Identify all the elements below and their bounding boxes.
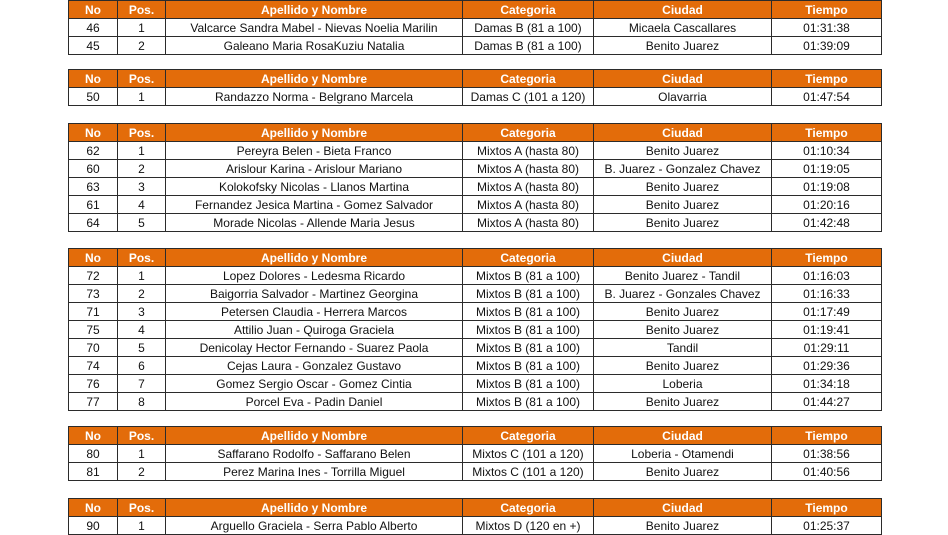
- header-city: Ciudad: [594, 499, 772, 517]
- header-pos: Pos.: [118, 427, 166, 445]
- table-row: [69, 214, 882, 232]
- cell-name: Denicolay Hector Fernando - Suarez Paola: [166, 339, 463, 357]
- cell-name: Randazzo Norma - Belgrano Marcela: [166, 88, 463, 106]
- cell-category: Mixtos A (hasta 80): [463, 142, 594, 160]
- results-table: [68, 248, 882, 411]
- header-no: No: [69, 1, 118, 19]
- results-table: [68, 426, 882, 481]
- cell-no: 71: [69, 303, 118, 321]
- header-pos: Pos.: [118, 70, 166, 88]
- cell-no: 62: [69, 142, 118, 160]
- cell-category: Mixtos A (hasta 80): [463, 196, 594, 214]
- cell-category: Mixtos B (81 a 100): [463, 357, 594, 375]
- cell-category: Mixtos A (hasta 80): [463, 160, 594, 178]
- cell-name: Saffarano Rodolfo - Saffarano Belen: [166, 445, 463, 463]
- cell-name: Arguello Graciela - Serra Pablo Alberto: [166, 517, 463, 535]
- cell-no: 60: [69, 160, 118, 178]
- table-row: [69, 37, 882, 55]
- cell-no: 76: [69, 375, 118, 393]
- cell-pos: 3: [118, 178, 166, 196]
- cell-category: Mixtos C (101 a 120): [463, 445, 594, 463]
- header-category: Categoria: [463, 499, 594, 517]
- header-no: No: [69, 70, 118, 88]
- cell-city: Benito Juarez: [594, 321, 772, 339]
- header-time: Tiempo: [772, 249, 882, 267]
- cell-name: Kolokofsky Nicolas - Llanos Martina: [166, 178, 463, 196]
- cell-pos: 1: [118, 267, 166, 285]
- table-row: [69, 196, 882, 214]
- header-no: No: [69, 427, 118, 445]
- header-time: Tiempo: [772, 70, 882, 88]
- header-pos: Pos.: [118, 499, 166, 517]
- table-row: [69, 393, 882, 411]
- cell-city: Loberia - Otamendi: [594, 445, 772, 463]
- header-city: Ciudad: [594, 70, 772, 88]
- header-city: Ciudad: [594, 427, 772, 445]
- cell-name: Morade Nicolas - Allende Maria Jesus: [166, 214, 463, 232]
- cell-name: Lopez Dolores - Ledesma Ricardo: [166, 267, 463, 285]
- cell-no: 90: [69, 517, 118, 535]
- cell-no: 81: [69, 463, 118, 481]
- cell-no: 72: [69, 267, 118, 285]
- cell-time: 01:42:48: [772, 214, 882, 232]
- cell-time: 01:34:18: [772, 375, 882, 393]
- cell-pos: 1: [118, 19, 166, 37]
- table-header-row: [69, 249, 882, 267]
- header-name: Apellido y Nombre: [166, 249, 463, 267]
- cell-city: Benito Juarez: [594, 393, 772, 411]
- cell-time: 01:44:27: [772, 393, 882, 411]
- results-table: [68, 498, 882, 535]
- cell-category: Mixtos C (101 a 120): [463, 463, 594, 481]
- cell-city: Benito Juarez: [594, 196, 772, 214]
- cell-category: Mixtos B (81 a 100): [463, 375, 594, 393]
- cell-pos: 1: [118, 142, 166, 160]
- cell-time: 01:39:09: [772, 37, 882, 55]
- header-category: Categoria: [463, 427, 594, 445]
- cell-name: Cejas Laura - Gonzalez Gustavo: [166, 357, 463, 375]
- cell-name: Arislour Karina - Arislour Mariano: [166, 160, 463, 178]
- cell-time: 01:29:36: [772, 357, 882, 375]
- table-row: [69, 142, 882, 160]
- cell-pos: 2: [118, 37, 166, 55]
- header-category: Categoria: [463, 249, 594, 267]
- table-row: [69, 463, 882, 481]
- header-name: Apellido y Nombre: [166, 70, 463, 88]
- header-time: Tiempo: [772, 499, 882, 517]
- cell-pos: 3: [118, 303, 166, 321]
- results-table: [68, 123, 882, 232]
- cell-category: Mixtos B (81 a 100): [463, 339, 594, 357]
- results-table: [68, 0, 882, 55]
- table-row: [69, 88, 882, 106]
- cell-name: Perez Marina Ines - Torrilla Miguel: [166, 463, 463, 481]
- cell-time: 01:19:05: [772, 160, 882, 178]
- cell-city: B. Juarez - Gonzalez Chavez: [594, 160, 772, 178]
- cell-no: 63: [69, 178, 118, 196]
- cell-time: 01:19:41: [772, 321, 882, 339]
- cell-city: Benito Juarez: [594, 303, 772, 321]
- cell-city: Benito Juarez: [594, 214, 772, 232]
- cell-pos: 4: [118, 321, 166, 339]
- cell-no: 74: [69, 357, 118, 375]
- header-pos: Pos.: [118, 249, 166, 267]
- header-city: Ciudad: [594, 249, 772, 267]
- cell-no: 61: [69, 196, 118, 214]
- cell-category: Mixtos B (81 a 100): [463, 267, 594, 285]
- cell-city: Tandil: [594, 339, 772, 357]
- cell-category: Damas B (81 a 100): [463, 19, 594, 37]
- cell-time: 01:10:34: [772, 142, 882, 160]
- cell-time: 01:31:38: [772, 19, 882, 37]
- cell-pos: 1: [118, 517, 166, 535]
- cell-pos: 2: [118, 285, 166, 303]
- cell-time: 01:38:56: [772, 445, 882, 463]
- table-row: [69, 285, 882, 303]
- cell-city: Benito Juarez - Tandil: [594, 267, 772, 285]
- cell-pos: 2: [118, 160, 166, 178]
- cell-no: 73: [69, 285, 118, 303]
- cell-pos: 1: [118, 445, 166, 463]
- cell-time: 01:47:54: [772, 88, 882, 106]
- cell-city: B. Juarez - Gonzales Chavez: [594, 285, 772, 303]
- cell-no: 75: [69, 321, 118, 339]
- cell-time: 01:16:33: [772, 285, 882, 303]
- header-name: Apellido y Nombre: [166, 499, 463, 517]
- cell-no: 64: [69, 214, 118, 232]
- header-city: Ciudad: [594, 1, 772, 19]
- header-no: No: [69, 249, 118, 267]
- header-time: Tiempo: [772, 1, 882, 19]
- cell-city: Benito Juarez: [594, 517, 772, 535]
- cell-city: Benito Juarez: [594, 463, 772, 481]
- table-header-row: [69, 1, 882, 19]
- cell-pos: 7: [118, 375, 166, 393]
- cell-category: Mixtos B (81 a 100): [463, 303, 594, 321]
- cell-name: Attilio Juan - Quiroga Graciela: [166, 321, 463, 339]
- cell-pos: 5: [118, 339, 166, 357]
- header-pos: Pos.: [118, 1, 166, 19]
- cell-name: Gomez Sergio Oscar - Gomez Cintia: [166, 375, 463, 393]
- header-no: No: [69, 499, 118, 517]
- table-row: [69, 303, 882, 321]
- table-row: [69, 160, 882, 178]
- header-category: Categoria: [463, 70, 594, 88]
- header-name: Apellido y Nombre: [166, 124, 463, 142]
- cell-time: 01:19:08: [772, 178, 882, 196]
- table-row: [69, 19, 882, 37]
- cell-pos: 4: [118, 196, 166, 214]
- header-pos: Pos.: [118, 124, 166, 142]
- cell-category: Mixtos A (hasta 80): [463, 178, 594, 196]
- cell-no: 50: [69, 88, 118, 106]
- table-header-row: [69, 499, 882, 517]
- cell-city: Benito Juarez: [594, 357, 772, 375]
- cell-city: Benito Juarez: [594, 178, 772, 196]
- header-no: No: [69, 124, 118, 142]
- table-row: [69, 321, 882, 339]
- cell-category: Mixtos A (hasta 80): [463, 214, 594, 232]
- cell-name: Baigorria Salvador - Martinez Georgina: [166, 285, 463, 303]
- cell-no: 77: [69, 393, 118, 411]
- table-row: [69, 339, 882, 357]
- cell-pos: 2: [118, 463, 166, 481]
- header-city: Ciudad: [594, 124, 772, 142]
- cell-pos: 5: [118, 214, 166, 232]
- cell-city: Benito Juarez: [594, 37, 772, 55]
- cell-category: Mixtos B (81 a 100): [463, 321, 594, 339]
- cell-name: Pereyra Belen - Bieta Franco: [166, 142, 463, 160]
- cell-name: Valcarce Sandra Mabel - Nievas Noelia Marilin: [166, 19, 463, 37]
- cell-name: Fernandez Jesica Martina - Gomez Salvador: [166, 196, 463, 214]
- cell-time: 01:40:56: [772, 463, 882, 481]
- cell-time: 01:16:03: [772, 267, 882, 285]
- cell-city: Olavarria: [594, 88, 772, 106]
- cell-category: Damas C (101 a 120): [463, 88, 594, 106]
- cell-time: 01:29:11: [772, 339, 882, 357]
- header-category: Categoria: [463, 1, 594, 19]
- cell-category: Damas B (81 a 100): [463, 37, 594, 55]
- table-row: [69, 375, 882, 393]
- cell-time: 01:17:49: [772, 303, 882, 321]
- cell-name: Porcel Eva - Padin Daniel: [166, 393, 463, 411]
- table-header-row: [69, 70, 882, 88]
- header-category: Categoria: [463, 124, 594, 142]
- cell-pos: 6: [118, 357, 166, 375]
- cell-name: Petersen Claudia - Herrera Marcos: [166, 303, 463, 321]
- cell-time: 01:20:16: [772, 196, 882, 214]
- table-row: [69, 445, 882, 463]
- cell-no: 46: [69, 19, 118, 37]
- cell-name: Galeano Maria RosaKuziu Natalia: [166, 37, 463, 55]
- header-name: Apellido y Nombre: [166, 427, 463, 445]
- table-row: [69, 178, 882, 196]
- header-time: Tiempo: [772, 124, 882, 142]
- cell-no: 45: [69, 37, 118, 55]
- header-time: Tiempo: [772, 427, 882, 445]
- cell-city: Loberia: [594, 375, 772, 393]
- table-header-row: [69, 427, 882, 445]
- table-row: [69, 357, 882, 375]
- cell-category: Mixtos D (120 en +): [463, 517, 594, 535]
- header-name: Apellido y Nombre: [166, 1, 463, 19]
- cell-no: 70: [69, 339, 118, 357]
- results-table: [68, 69, 882, 106]
- table-header-row: [69, 124, 882, 142]
- cell-category: Mixtos B (81 a 100): [463, 393, 594, 411]
- table-row: [69, 517, 882, 535]
- cell-pos: 8: [118, 393, 166, 411]
- cell-city: Benito Juarez: [594, 142, 772, 160]
- cell-city: Micaela Cascallares: [594, 19, 772, 37]
- table-row: [69, 267, 882, 285]
- cell-pos: 1: [118, 88, 166, 106]
- cell-no: 80: [69, 445, 118, 463]
- cell-time: 01:25:37: [772, 517, 882, 535]
- cell-category: Mixtos B (81 a 100): [463, 285, 594, 303]
